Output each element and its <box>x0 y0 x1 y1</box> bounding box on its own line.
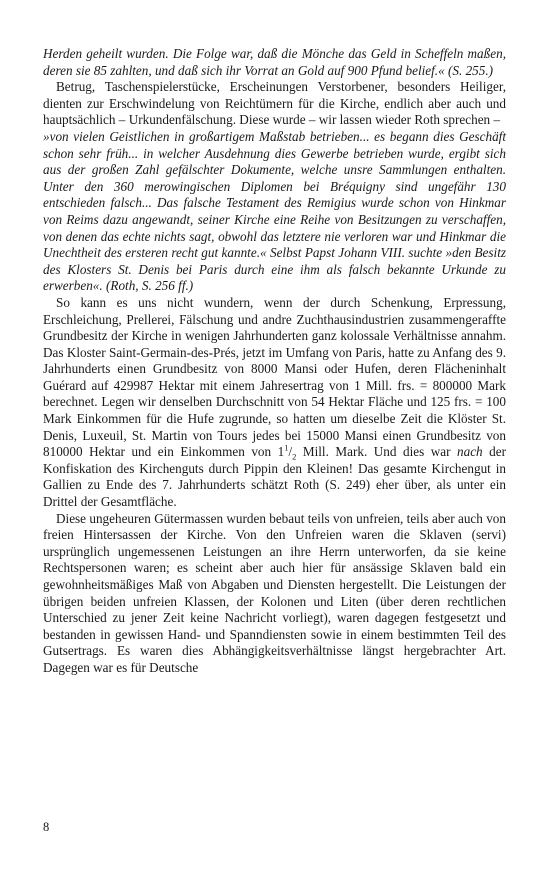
paragraph-quote-end: Herden geheilt wurden. Die Folge war, daß die Mönche das Geld in Scheffeln maßen, deren sie 85 zahlten, und daß sich ihr Vorrat an Gold auf 900 Pfund belief.« (S. 255.) <box>43 46 506 78</box>
fraction-numerator: 1 <box>284 442 289 453</box>
paragraph-serfs: Diese ungeheuren Gütermassen wurden bebaut teils von unfreien, teils aber auch von freien Hintersassen der Kirche. Von den Unfreien waren die Sklaven (servi) ursprünglich ungemessenen Leistungen an ihre Herrn unterworfen, da sie keine Rechtspersonen waren; es scheint aber auch hier für ansässige Sklaven bald ein gewohnheitsmäßiges Maß von Abgaben und Diensten hergestellt. Die Leistungen der übrigen beiden unfreien Klassen, der Kolonen und Liten (über deren rechtlichen Unterschied zu jener Zeit keine Nachricht vorliegt), waren dagegen festgesetzt und bestanden in gewissen Hand- und Spanndiensten sowie in einem bestimmten Teil des Gutsertrags. Es waren dies Abhängigkeitsverhältnisse längst hergebrachter Art. Dagegen war es für Deutsche <box>43 510 506 675</box>
fraction-slash: / <box>288 444 293 460</box>
body-text <box>43 46 506 677</box>
land-holdings-text-part1: So kann es uns nicht wundern, wenn der durch Schenkung, Erpressung, Erschleichung, Prellerei, Fälschung und andre Zuchthausindustrien zusammengeraffte Grundbesitz der Kirche in wenigen Jahrhunderten ganz kolossale Verhältnisse annahm. Das Kloster Saint-Germain-des-Prés, jetzt im Umfang von Paris, hatte zu Anfang des 9. Jahrhunderts einen Grundbesitz von 8000 Mansi oder Hufen, deren Flächeninhalt Guérard auf 429987 Hektar mit einem Jahresertrag von 1 Mill. frs. = 800000 Mark berechnet. Legen wir denselben Durchschnitt von 54 Hektar Fläche und 125 frs. = 100 Mark Einkommen für die Hufe zugrunde, so hatten um dieselbe Zeit die Klöster St. Denis, Luxeuil, St. Martin von Tours jedes bei 15000 Mansi einen Grundbesitz von 810000 Hektar und ein Einkommen von 1 <box>43 294 506 460</box>
paragraph-roth-quote: »von vielen Geistlichen in großartigem Maßstab betrieben... es begann dies Geschäft schon sehr früh... in welcher Ausdehnung dies Gewerbe betrieben wurde, ergibt sich aus der großen Zahl gefälschter Dokumente, welche unsre Sammlungen enthalten. Unter den 360 merowingischen Diplomen bei Bréquigny sind ungefähr 130 entschieden falsch... Das falsche Testament des Remigius wurde schon von Hinkmar von Reims dazu angewandt, seiner Kirche eine Reihe von Besitzungen zu verschaffen, von denen das echte nichts sagt, obwohl das letztere nie verloren war und Hinkmar die Unechtheit des ersteren recht gut kannte.« Selbst Papst Johann VIII. suchte »den Besitz des Klosters St. Denis bei Paris durch eine ihm als falsch bekannte Urkunde zu erwerben«. (Roth, S. 256 ff.) <box>43 128 506 294</box>
fraction-denominator: 2 <box>292 451 297 462</box>
emphasis-word: nach <box>457 444 483 460</box>
paragraph-land-holdings <box>43 295 506 511</box>
page-number: 8 <box>43 820 50 834</box>
land-holdings-text-part2: Mill. Mark. Und dies war <box>296 444 458 460</box>
land-holdings-text-part3: der Konfiskation des Kirchenguts durch Pippin den Kleinen! Das gesamte Kirchengut in Gallien zu Ende des 7. Jahrhunderts schätzt Roth (S. 249) eher über, als unter ein Drittel der Gesamtfläche. <box>43 444 506 510</box>
paragraph-forgery-intro: Betrug, Taschenspielerstücke, Erscheinungen Verstorbener, besonders Heiliger, dienten zur Erschwindelung von Reichtümern für die Kirche, endlich aber auch und hauptsächlich – Urkundenfälschung. Diese wurde – wir lassen wieder Roth sprechen – <box>43 79 506 128</box>
